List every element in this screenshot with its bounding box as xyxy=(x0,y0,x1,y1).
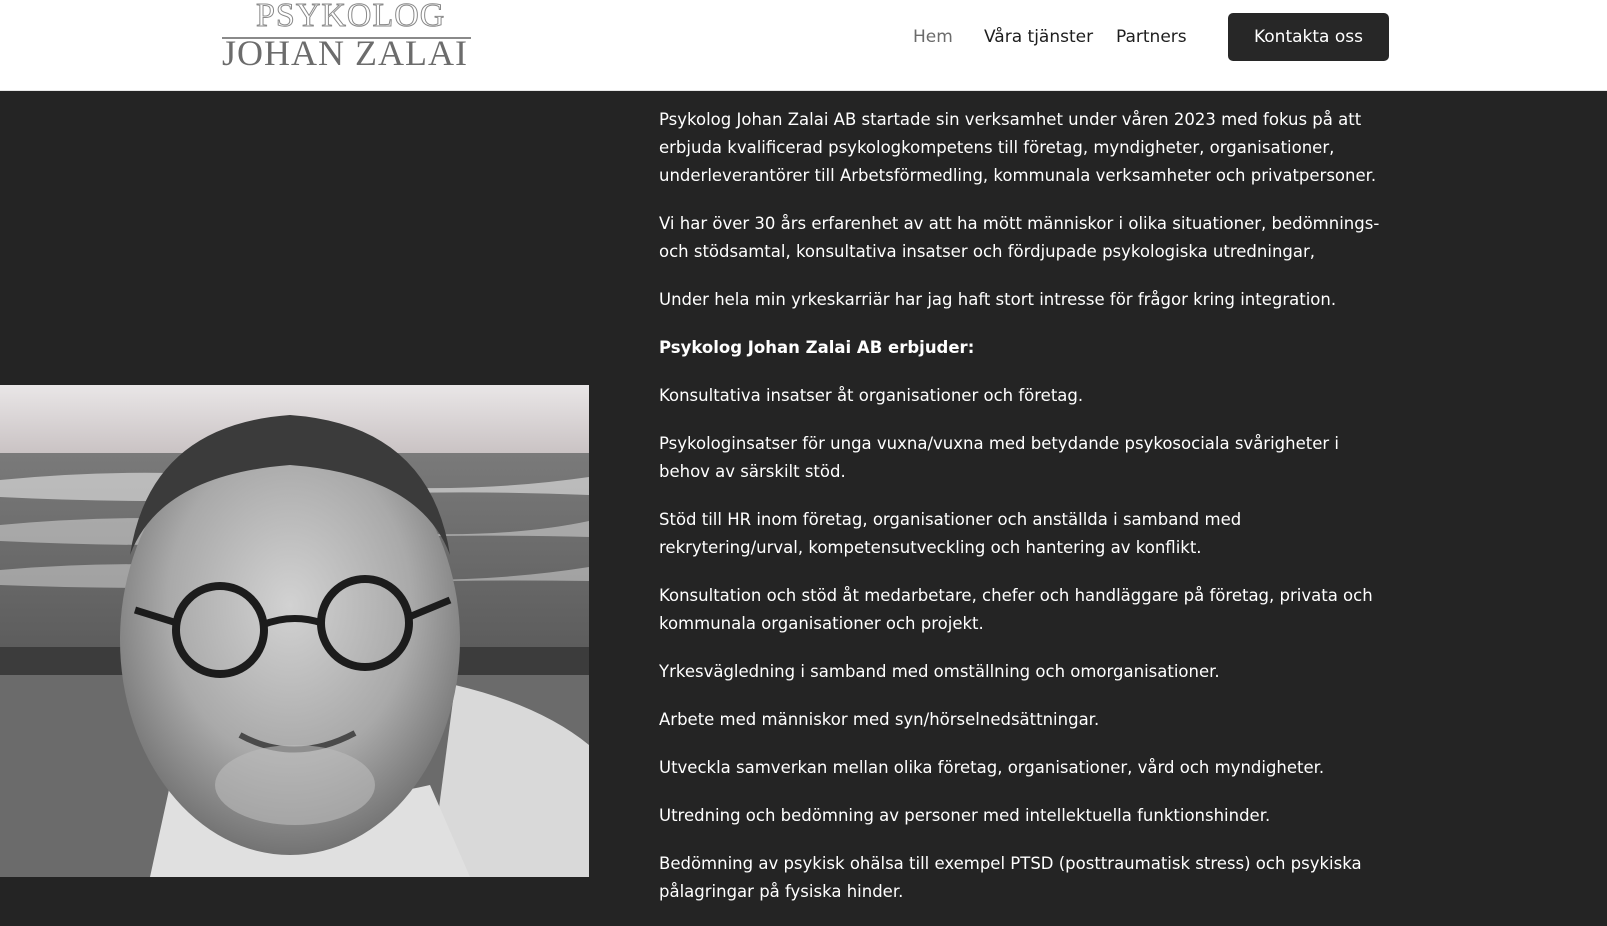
offering-item: Psykologinsatser för unga vuxna/vuxna med betydande psykosociala svårigheter i behov av särskilt stöd. xyxy=(659,434,1339,481)
offering-item: Arbete med människor med syn/hörselnedsättningar. xyxy=(659,710,1100,729)
main-content xyxy=(659,106,1384,926)
logo-line-psykolog: PSYKOLOG xyxy=(256,0,446,34)
offerings-heading: Psykolog Johan Zalai AB erbjuder: xyxy=(659,338,975,357)
nav-item-partners[interactable]: Partners xyxy=(1116,27,1187,47)
offering-item: Bedömning av psykisk ohälsa till exempel PTSD (posttraumatisk stress) och psykiska pålagringar på fysiska hinder. xyxy=(659,854,1362,901)
offering-item: Utredning och bedömning av personer med intellektuella funktionshinder. xyxy=(659,806,1271,825)
offering-item: Yrkesvägledning i samband med omställning och omorganisationer. xyxy=(659,662,1220,681)
contact-button[interactable]: Kontakta oss xyxy=(1228,13,1389,61)
offering-item: Konsultativa insatser åt organisationer och företag. xyxy=(659,386,1084,405)
experience-paragraph: Vi har över 30 års erfarenhet av att ha mött människor i olika situationer, bedömnings- och stödsamtal, konsultativa insatser och fördjupade psykologiska utredningar, xyxy=(659,214,1380,261)
site-header xyxy=(0,0,1607,91)
offering-item: Stöd till HR inom företag, organisationer och anställda i samband med rekrytering/urval, kompetensutveckling och hantering av konflikt. xyxy=(659,510,1242,557)
intro-paragraph: Psykolog Johan Zalai AB startade sin verksamhet under våren 2023 med fokus på att erbjuda kvalificerad psykologkompetens till företag, myndigheter, organisationer, underleverantörer till Arbetsförmedling, kommunala verksamheter och privatpersoner. xyxy=(659,110,1377,185)
nav-item-vara-tjanster[interactable]: Våra tjänster xyxy=(984,27,1094,47)
offering-item: Utveckla samverkan mellan olika företag, organisationer, vård och myndigheter. xyxy=(659,758,1325,777)
nav-item-hem[interactable]: Hem xyxy=(913,27,953,47)
logo-line-name: JOHAN ZALAI xyxy=(222,33,468,73)
portrait-photo xyxy=(0,385,589,877)
offering-item: Konsultation och stöd åt medarbetare, chefer och handläggare på företag, privata och kommunala organisationer och projekt. xyxy=(659,586,1373,633)
integration-paragraph: Under hela min yrkeskarriär har jag haft stort intresse för frågor kring integration. xyxy=(659,290,1337,309)
site-logo[interactable] xyxy=(222,0,472,73)
